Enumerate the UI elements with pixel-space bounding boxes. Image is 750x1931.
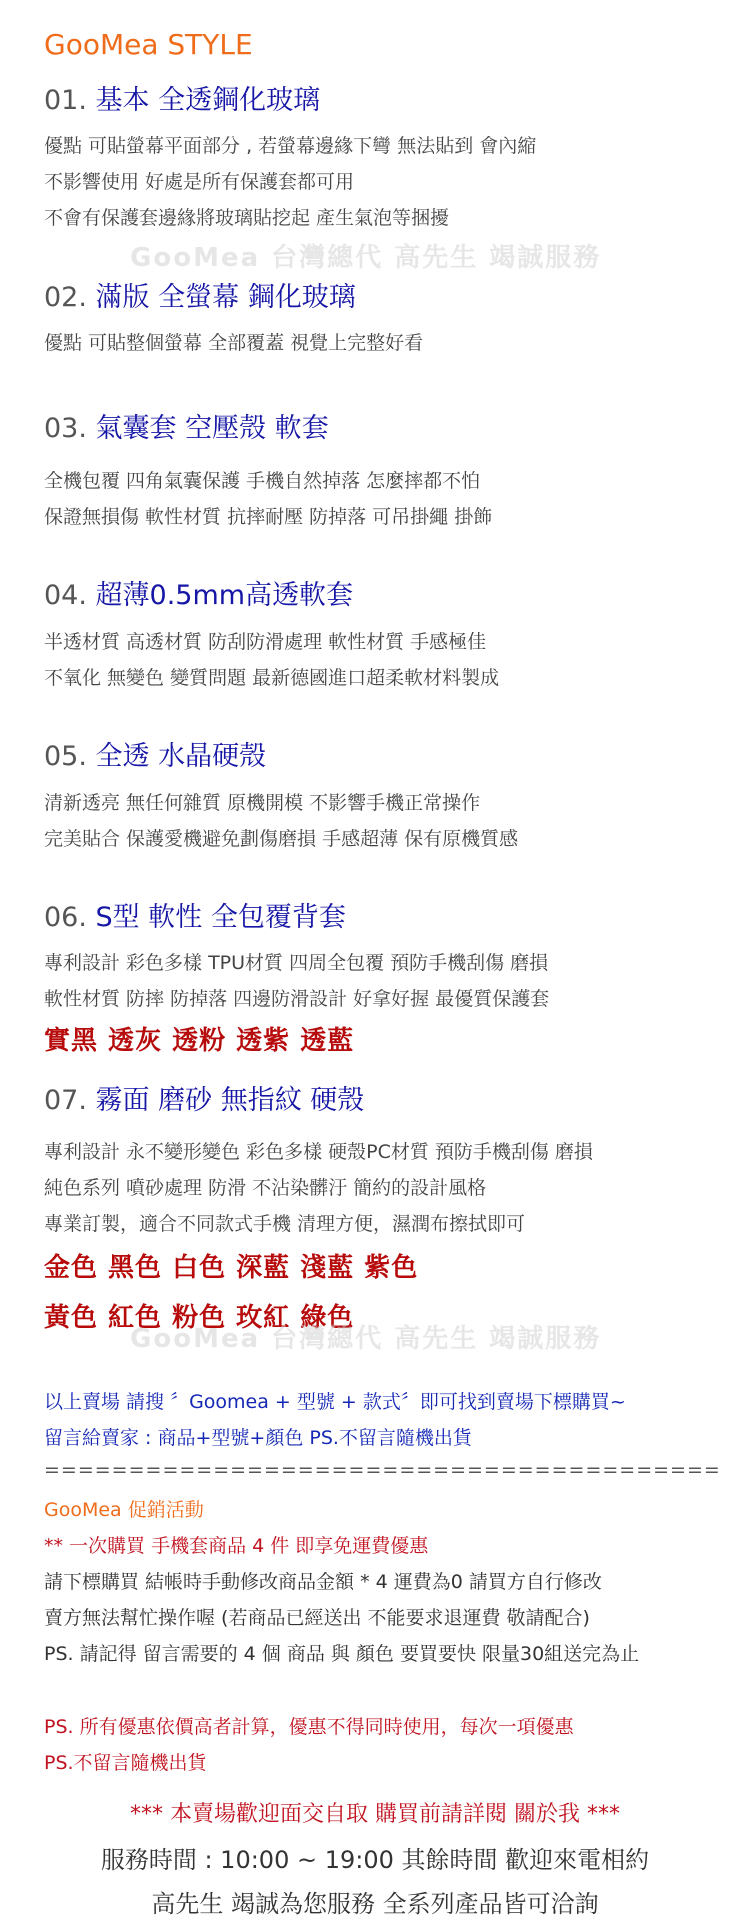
section-06-colors: 實黑 透灰 透粉 透紫 透藍: [44, 1026, 355, 1056]
section-number: 01.: [44, 85, 87, 116]
section-05-line: 完美貼合 保護愛機避免劃傷磨損 手感超薄 保有原機質感: [44, 828, 519, 850]
section-number: 06.: [44, 902, 87, 933]
section-number: 03.: [44, 413, 87, 444]
watermark: GooMea 台灣總代 高先生 竭誠服務: [130, 243, 602, 273]
section-01-line: 不影響使用 好處是所有保護套都可用: [44, 171, 355, 193]
footer-service: 高先生 竭誠為您服務 全系列產品皆可洽詢: [151, 1890, 599, 1918]
section-name: 超薄0.5mm高透軟套: [95, 580, 354, 611]
section-07-line: 純色系列 噴砂處理 防滑 不沾染髒汙 簡約的設計風格: [44, 1177, 487, 1199]
section-name: S型 軟性 全包覆背套: [95, 902, 346, 933]
promo-title: GooMea 促銷活動: [44, 1499, 204, 1521]
section-number: 04.: [44, 580, 87, 611]
divider: ========================================: [44, 1459, 721, 1481]
section-04-line: 不氧化 無變色 變質問題 最新德國進口超柔軟材料製成: [44, 667, 500, 689]
footer-welcome: *** 本賣場歡迎面交自取 購買前請詳閱 關於我 ***: [130, 1802, 620, 1827]
section-04-line: 半透材質 高透材質 防刮防滑處理 軟性材質 手感極佳: [44, 631, 487, 653]
section-07-line: 專業訂製，適合不同款式手機 清理方便，濕潤布擦拭即可: [44, 1213, 526, 1235]
promo-headline: ** 一次購買 手機套商品 4 件 即享免運費優惠: [44, 1535, 429, 1557]
brand-title: GooMea STYLE: [44, 28, 253, 61]
section-number: 02.: [44, 282, 87, 313]
section-05-title: [44, 734, 266, 773]
section-07-colors: 金色 黑色 白色 深藍 淺藍 紫色: [44, 1253, 419, 1283]
section-03-line: 全機包覆 四角氣囊保護 手機自然掉落 怎麼摔都不怕: [44, 470, 481, 492]
section-name: 霧面 磨砂 無指紋 硬殼: [95, 1085, 365, 1116]
promo-line: 賣方無法幫忙操作喔 (若商品已經送出 不能要求退運費 敬請配合): [44, 1607, 590, 1629]
section-number: 05.: [44, 741, 87, 772]
section-02-title: [44, 275, 356, 314]
section-01-title: [44, 78, 320, 117]
message-note: 留言給賣家 : 商品+型號+顏色 PS.不留言隨機出貨: [44, 1427, 472, 1449]
section-03-title: [44, 406, 329, 445]
section-01-line: 優點 可貼螢幕平面部分 , 若螢幕邊緣下彎 無法貼到 會內縮: [44, 135, 537, 157]
section-07-line: 專利設計 永不變形變色 彩色多樣 硬殼PC材質 預防手機刮傷 磨損: [44, 1141, 593, 1163]
section-01-line: 不會有保護套邊緣將玻璃貼挖起 產生氣泡等捆擾: [44, 207, 450, 229]
section-06-line: 軟性材質 防摔 防掉落 四邊防滑設計 好拿好握 最優質保護套: [44, 988, 550, 1010]
section-02-line: 優點 可貼整個螢幕 全部覆蓋 視覺上完整好看: [44, 332, 424, 354]
note-line: PS. 所有優惠依價高者計算，優惠不得同時使用，每次一項優惠: [44, 1716, 574, 1738]
section-05-line: 清新透亮 無任何雜質 原機開模 不影響手機正常操作: [44, 792, 481, 814]
section-name: 全透 水晶硬殼: [95, 741, 267, 772]
search-note: 以上賣場 請搜 〞Goomea + 型號 + 款式〞即可找到賣場下標購買~: [44, 1391, 626, 1413]
note-line: PS.不留言隨機出貨: [44, 1752, 207, 1774]
section-name: 滿版 全螢幕 鋼化玻璃: [95, 282, 356, 313]
promo-line: 請下標購買 結帳時手動修改商品金額 * 4 運費為0 請買方自行修改: [44, 1571, 602, 1593]
watermark: GooMea 台灣總代 高先生 竭誠服務: [130, 1324, 602, 1354]
section-07-colors: 黃色 紅色 粉色 玫紅 綠色: [44, 1303, 355, 1333]
promo-line: PS. 請記得 留言需要的 4 個 商品 與 顏色 要買要快 限量30組送完為止: [44, 1643, 640, 1665]
section-name: 基本 全透鋼化玻璃: [95, 85, 321, 116]
section-06-line: 專利設計 彩色多樣 TPU材質 四周全包覆 預防手機刮傷 磨損: [44, 952, 549, 974]
section-07-title: [44, 1078, 364, 1117]
section-06-title: [44, 895, 346, 934]
section-number: 07.: [44, 1085, 87, 1116]
section-name: 氣囊套 空壓殼 軟套: [95, 413, 329, 444]
footer-hours: 服務時間 : 10:00 ~ 19:00 其餘時間 歡迎來電相約: [100, 1846, 650, 1874]
section-04-title: [44, 573, 353, 612]
section-03-line: 保證無損傷 軟性材質 抗摔耐壓 防掉落 可吊掛繩 掛飾: [44, 506, 493, 528]
